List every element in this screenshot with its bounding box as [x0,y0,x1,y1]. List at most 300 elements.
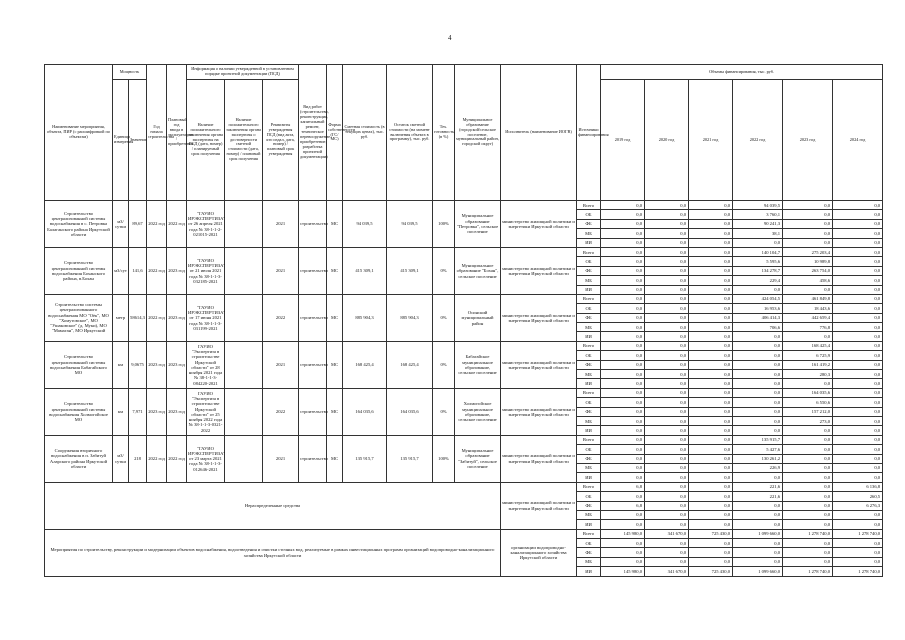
funding-value: 0,0 [833,219,883,228]
funding-source: Всего [577,529,601,538]
total-name: Мероприятия по строительству, реконструкции и модернизации объектов водоснабжения, водоотведения и очистки сточных вод, реализуемые в рамках инвестиционных программ организаций водопроводно-канализационного хозяйства Иркутской области [45,529,501,576]
capacity-unit: м3/сутки [113,435,129,482]
funding-value: 0,0 [689,379,733,388]
funding-value: 0,0 [833,426,883,435]
expertise-conclusion: ГАУИО "Экспертиза в строительстве Иркутской области" от 28 ноября 2021 года № 38-1-1-3-084220-2021 [187,341,225,388]
funding-value: 0,0 [689,482,733,491]
work-type: строительство [299,201,327,248]
funding-value: 0,0 [645,557,689,566]
plan-year: 2023 год [167,294,187,341]
funding-value: 0,0 [783,557,833,566]
funding-value: 38,1 [733,229,783,238]
funding-value: 0,0 [733,426,783,435]
funding-value: 0,0 [689,247,733,256]
unallocated-name: Нераспределенные средства [45,482,501,529]
funding-value: 0,0 [645,351,689,360]
funding-value: 0,0 [601,360,645,369]
funding-source: Всего [577,247,601,256]
ownership: МС [327,341,343,388]
header-start-year: Год начала строительства [147,65,167,201]
funding-value: 0,0 [733,510,783,519]
funding-value: 0,0 [689,520,733,529]
funding-value: 0,0 [601,219,645,228]
funding-value: 0,0 [783,445,833,454]
funding-value: 0,0 [783,510,833,519]
funding-value: 0,0 [689,360,733,369]
funding-value: 0,0 [645,332,689,341]
header-year-2020: 2020 год [645,80,689,201]
funding-value: 0,0 [783,454,833,463]
funding-value: 0,0 [689,257,733,266]
funding-value: 0,0 [601,201,645,210]
funding-value: 0,0 [689,370,733,379]
funding-value: 0,0 [645,285,689,294]
funding-value: 0,0 [833,360,883,369]
estimated-cost: 885 904,3 [343,294,387,341]
funding-value: 0,0 [833,510,883,519]
funding-value: 0,0 [645,482,689,491]
plan-year: 2023 год [167,341,187,388]
funding-value: 0,0 [645,388,689,397]
funding-value: 0,0 [645,445,689,454]
funding-value: 0,0 [833,323,883,332]
funding-value: 0,0 [733,557,783,566]
funding-value: 0,0 [689,201,733,210]
table-row [45,294,883,303]
funding-value: 0,0 [833,247,883,256]
funding-value: 157 212,0 [783,407,833,416]
funding-value: 0,0 [601,341,645,350]
funding-value: 0,0 [833,276,883,285]
funding-value: 0,0 [733,548,783,557]
funding-value: 0,0 [601,313,645,322]
funding-value: 0,0 [689,454,733,463]
funding-source: ИИ [577,473,601,482]
funding-value: 0,0 [645,398,689,407]
funding-value: 226,9 [733,463,783,472]
funding-value: 0,0 [733,360,783,369]
cost-check-conclusion [225,201,263,248]
funding-value: 5 595,6 [733,257,783,266]
funding-value: 0,0 [833,379,883,388]
readiness: 100% [433,201,455,248]
remaining-cost: 168 425,4 [387,341,433,388]
funding-value: 0,0 [733,398,783,407]
funding-value: 442 659,4 [783,313,833,322]
funding-value: 0,0 [689,313,733,322]
funding-value: 94 039,5 [733,201,783,210]
funding-value: 0,0 [833,294,883,303]
funding-value: 406 414,3 [733,313,783,322]
investment-program-table [44,64,883,577]
funding-value: 5 427,6 [733,445,783,454]
funding-value: 263 754,0 [783,266,833,275]
executor: министерство жилищной политики и энергетики Иркутской области [501,247,577,294]
capacity-value: 7,971 [129,388,147,435]
header-psd-info: Информация о наличии утвержденной в установленном порядке проектной документации (ПСД) [187,65,299,80]
municipality: Холмогойское муниципальное образование, сельское поселение [455,388,501,435]
funding-source: ИИ [577,238,601,247]
funding-value: 130 261,2 [733,454,783,463]
estimated-cost: 168 425,4 [343,341,387,388]
remaining-cost: 94 039,5 [387,201,433,248]
work-type: строительство [299,341,327,388]
funding-value: 776,8 [783,323,833,332]
work-type: строительство [299,294,327,341]
cost-check-conclusion [225,247,263,294]
funding-value: 6,8 [601,482,645,491]
start-year: 2022 год [147,201,167,248]
funding-source: ИИ [577,379,601,388]
plan-year: 2023 год [167,388,187,435]
funding-value: 0,0 [601,266,645,275]
header-work-type: Вид работ (строительство, реконструкция, капитальный ремонт, техническое перевооружение, приобретение, разработка проектной документации) [299,65,327,201]
funding-value: 0,0 [645,313,689,322]
funding-value: 1 099 660,0 [733,567,783,576]
municipality: Муниципальное образование "Петровка", сельское поселение [455,201,501,248]
header-est-cost: Сметная стоимость (в текущих ценах), тыс. руб. [343,65,387,201]
funding-value: 0,0 [689,332,733,341]
funding-value: 0,0 [645,454,689,463]
funding-value: 0,0 [689,341,733,350]
funding-value: 0,0 [645,370,689,379]
header-name: Наименование мероприятия, объекта, ПИР (с расшифровкой по объектам) [45,65,113,201]
header-year-2021: 2021 год [689,80,733,201]
capacity-value: 58614,3 [129,294,147,341]
funding-value: 0,0 [733,388,783,397]
funding-value: 0,0 [601,247,645,256]
funding-value: 0,0 [833,351,883,360]
funding-value: 0,0 [783,520,833,529]
funding-value: 0,0 [645,210,689,219]
funding-value: 0,0 [601,351,645,360]
readiness: 0% [433,294,455,341]
funding-value: 0,0 [783,229,833,238]
executor: министерство жилищной политики и энергетики Иркутской области [501,435,577,482]
funding-value: 0,0 [689,238,733,247]
capacity-unit: м3/сут [113,247,129,294]
funding-value: 0,0 [645,238,689,247]
funding-value: 145 980,0 [601,529,645,538]
approval-details: 2022 [263,294,299,341]
funding-source: ОБ [577,492,601,501]
funding-value: 0,0 [783,379,833,388]
table-body [45,201,883,577]
funding-value: 140 104,7 [733,247,783,256]
funding-value: 0,0 [733,379,783,388]
funding-value: 0,0 [645,257,689,266]
executor: министерство жилищной политики и энергетики Иркутской области [501,482,577,529]
object-name: Строительство централизованной системы водоснабжения в с. Петровка Балаганского района Иркутской области [45,201,113,248]
funding-source: ИИ [577,426,601,435]
funding-value: 706,6 [733,323,783,332]
municipality: Муниципальное образование "Бохан", сельское поселение [455,247,501,294]
funding-value: 0,0 [689,557,733,566]
funding-source: МБ [577,463,601,472]
funding-source: Всего [577,435,601,444]
funding-value: 0,0 [733,341,783,350]
funding-source: ФБ [577,266,601,275]
header-remaining: Остаток сметной стоимости (на момент включения объекта в программу), тыс. руб. [387,65,433,201]
funding-value: 0,0 [689,304,733,313]
approval-details: 2021 [263,247,299,294]
funding-value: 273,0 [783,416,833,425]
funding-value: 0,0 [833,341,883,350]
header-unit: Единица измерения [113,80,129,201]
funding-value: 0,0 [689,473,733,482]
funding-value: 145 980,0 [601,567,645,576]
funding-value: 3 760,1 [733,210,783,219]
funding-value: 0,0 [645,520,689,529]
work-type: строительство [299,247,327,294]
funding-value: 0,0 [783,285,833,294]
table-row [45,247,883,256]
approval-details: 2021 [263,341,299,388]
funding-value: 16 953,6 [733,304,783,313]
page-number: 4 [448,34,452,42]
approval-details: 2022 [263,388,299,435]
funding-value: 0,0 [689,445,733,454]
funding-value: 424 054,5 [733,294,783,303]
header-expertise: Наличие положительного заключения органа экспертизы на ПСД (дата, номер) / планируемый срок получения [187,80,225,201]
executor: министерство жилищной политики и энергетики Иркутской области [501,201,577,248]
funding-value: 134 278,7 [733,266,783,275]
funding-value: 0,0 [645,492,689,501]
funding-value: 0,0 [733,370,783,379]
capacity-unit: метр [113,294,129,341]
municipality: Осинский муниципальный район [455,294,501,341]
funding-value: 0,0 [733,501,783,510]
funding-value: 0,0 [601,229,645,238]
start-year: 2023 год [147,388,167,435]
capacity-unit: км [113,341,129,388]
expertise-conclusion: "ГАУИО ИРЭКСПЕРТИЗА" от 17 июня 2021 года № 38-1-1-3-031199-2021 [187,294,225,341]
readiness: 0% [433,341,455,388]
funding-value: 0,0 [689,388,733,397]
capacity-value: 141,6 [129,247,147,294]
funding-value: 0,0 [645,548,689,557]
funding-value: 1 278 740,0 [783,567,833,576]
funding-value: 0,0 [833,370,883,379]
executor: министерство жилищной политики и энергетики Иркутской области [501,388,577,435]
start-year: 2022 год [147,247,167,294]
funding-value: 0,0 [601,557,645,566]
funding-source: МБ [577,229,601,238]
funding-source: МБ [577,323,601,332]
funding-value: 0,0 [833,201,883,210]
funding-value: 1 278 740,0 [833,529,883,538]
funding-source: ФБ [577,407,601,416]
funding-source: ОБ [577,257,601,266]
funding-source: Всего [577,341,601,350]
funding-value: 0,0 [783,219,833,228]
funding-value: 161 419,2 [783,360,833,369]
funding-value: 0,0 [833,416,883,425]
funding-value: 280,3 [783,370,833,379]
estimated-cost: 94 039,5 [343,201,387,248]
funding-value: 0,0 [645,416,689,425]
funding-value: 221,6 [733,492,783,501]
executor: министерство жилищной политики и энергетики Иркутской области [501,341,577,388]
funding-value: 0,0 [833,445,883,454]
funding-value: 0,0 [689,492,733,501]
funding-value: 168 425,4 [783,341,833,350]
funding-value: 0,0 [783,539,833,548]
readiness: 100% [433,435,455,482]
capacity-value: 218 [129,435,147,482]
header-year-2019: 2019 год [601,80,645,201]
funding-value: 725 430,0 [689,529,733,538]
funding-value: 0,0 [833,210,883,219]
funding-value: 0,0 [833,407,883,416]
funding-source: ОБ [577,445,601,454]
start-year: 2022 год [147,294,167,341]
funding-value: 0,0 [601,426,645,435]
capacity-value: 89,67 [129,201,147,248]
header-executor: Исполнитель (наименование ИОГВ) [501,65,577,201]
funding-value: 725 430,0 [689,567,733,576]
funding-value: 0,0 [689,210,733,219]
funding-value: 0,0 [833,388,883,397]
funding-source: Всего [577,388,601,397]
remaining-cost: 164 035,6 [387,388,433,435]
executor: министерство жилищной политики и энергетики Иркутской области [501,294,577,341]
funding-value: 0,0 [783,482,833,491]
funding-value: 0,0 [601,539,645,548]
work-type: строительство [299,388,327,435]
funding-source: ФБ [577,454,601,463]
funding-value: 0,0 [689,539,733,548]
header-year-2022: 2022 год [733,80,783,201]
capacity-unit: м3/сутки [113,201,129,248]
funding-value: 6 550,6 [783,398,833,407]
funding-value: 0,0 [645,539,689,548]
funding-value: 458,6 [783,276,833,285]
funding-source: ОБ [577,398,601,407]
funding-value: 0,0 [601,492,645,501]
municipality: Муниципальное образование "Забитуй", сельское поселение [455,435,501,482]
ownership: МС [327,201,343,248]
funding-value: 0,0 [733,539,783,548]
funding-source: ФБ [577,548,601,557]
table-row [45,388,883,397]
funding-value: 0,0 [601,454,645,463]
funding-value: 0,0 [733,520,783,529]
funding-value: 1 278 740,0 [783,529,833,538]
funding-value: 0,0 [601,548,645,557]
header-municipality: Муниципальное образование (городской/сельское поселение, муниципальный район, городской округ) [455,65,501,201]
funding-source: ОБ [577,539,601,548]
plan-year: 2023 год [167,247,187,294]
funding-value: 229,4 [733,276,783,285]
funding-value: 0,0 [733,407,783,416]
table-row [45,529,883,538]
funding-source: ФБ [577,219,601,228]
header-ownership: Форма собственности (ГС/МС) [327,65,343,201]
header-year-2024: 2024 год [833,80,883,201]
funding-value: 0,0 [645,473,689,482]
funding-source: МБ [577,510,601,519]
funding-value: 0,0 [833,332,883,341]
funding-source: Всего [577,294,601,303]
funding-value: 0,0 [601,238,645,247]
funding-value: 0,0 [689,276,733,285]
ownership: МС [327,435,343,482]
object-name: Строительство централизованной системы водоснабжения Боханского района, в.Бохан [45,247,113,294]
funding-value: 0,0 [733,332,783,341]
funding-value: 0,0 [689,351,733,360]
funding-value: 0,0 [689,416,733,425]
capacity-unit: км [113,388,129,435]
funding-value: 0,0 [833,304,883,313]
readiness: 0% [433,388,455,435]
funding-source: МБ [577,370,601,379]
estimated-cost: 164 035,6 [343,388,387,435]
header-value: Значение [129,80,147,201]
funding-value: 0,0 [645,341,689,350]
funding-value: 0,0 [689,323,733,332]
funding-value: 0,0 [645,510,689,519]
funding-value: 0,0 [601,323,645,332]
expertise-conclusion: "ГАУИО ИРЭКСПЕРТИЗА" от 26 апреля 2021 года № 38-1-1-2-021015-2021 [187,201,225,248]
funding-source: ФБ [577,313,601,322]
funding-value: 0,0 [601,332,645,341]
funding-source: МБ [577,276,601,285]
cost-check-conclusion [225,294,263,341]
funding-source: ОБ [577,351,601,360]
municipality: Бабагайское муниципальное образование, сельское поселение [455,341,501,388]
funding-value: 0,0 [645,247,689,256]
funding-value: 0,0 [689,501,733,510]
funding-value: 0,0 [783,501,833,510]
funding-value: 0,0 [783,332,833,341]
object-name: Строительство централизованной системы водоснабжения Бабагайского МО [45,341,113,388]
ownership: МС [327,247,343,294]
funding-value: 0,0 [783,435,833,444]
funding-value: 0,0 [645,501,689,510]
ownership: МС [327,294,343,341]
funding-value: 0,0 [645,201,689,210]
funding-value: 0,0 [601,388,645,397]
funding-value: 0,0 [645,266,689,275]
remaining-cost: 135 915,7 [387,435,433,482]
funding-source: ИИ [577,332,601,341]
funding-value: 6 136,8 [833,482,883,491]
funding-value: 164 035,6 [783,388,833,397]
funding-value: 0,0 [645,323,689,332]
funding-value: 0,0 [601,463,645,472]
expertise-conclusion: ГАУИО "Экспертиза в строительстве Иркутской области" от 25 ноября 2022 года № 38-1-1-3-0321-2022 [187,388,225,435]
funding-source: ФБ [577,501,601,510]
funding-value: 6 725,9 [783,351,833,360]
funding-source: Всего [577,201,601,210]
funding-source: Всего [577,482,601,491]
funding-value: 0,0 [601,304,645,313]
funding-value: 0,0 [833,238,883,247]
funding-value: 0,0 [783,492,833,501]
header-capacity: Мощность [113,65,147,80]
funding-value: 0,0 [645,219,689,228]
funding-source: МБ [577,557,601,566]
funding-value: 0,0 [783,201,833,210]
funding-source: ИИ [577,520,601,529]
funding-value: 0,0 [833,473,883,482]
plan-year: 2022 год [167,201,187,248]
expertise-conclusion: "ГАУИО ИРЭКСПЕРТИЗА" от 23 марта 2021 года № 38-1-1-3-012646-2021 [187,435,225,482]
funding-value: 0,0 [645,407,689,416]
approval-details: 2021 [263,435,299,482]
funding-value: 0,0 [601,210,645,219]
